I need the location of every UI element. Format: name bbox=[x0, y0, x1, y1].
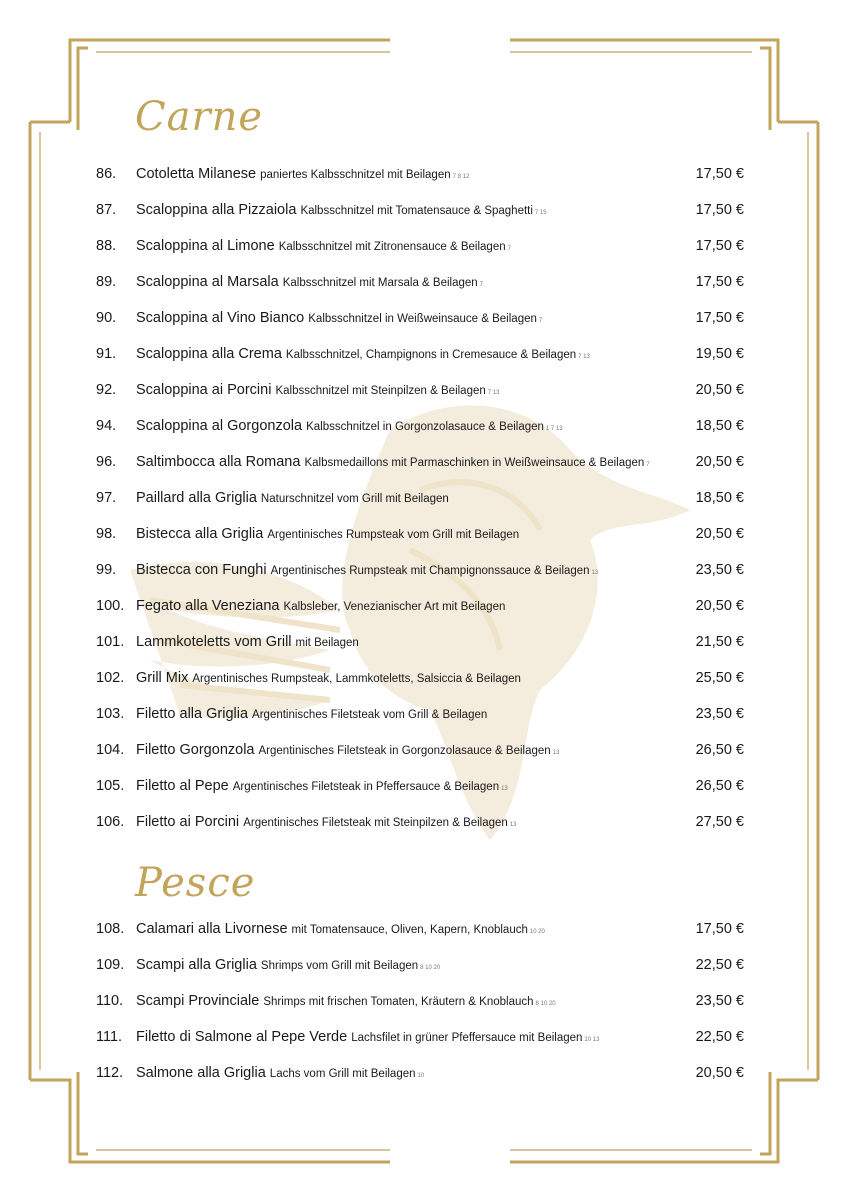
menu-item-price: 17,50 € bbox=[695, 310, 744, 326]
dish-name: Scaloppina al Vino Bianco bbox=[136, 310, 305, 326]
menu-item-price: 17,50 € bbox=[695, 166, 744, 182]
menu-item-text bbox=[136, 162, 469, 189]
menu-item-price: 26,50 € bbox=[695, 742, 744, 758]
menu-item-number: 90. bbox=[96, 310, 117, 326]
menu-item-text bbox=[136, 558, 598, 585]
section-title-carne: Carne bbox=[135, 94, 264, 140]
menu-item-price: 27,50 € bbox=[695, 814, 744, 830]
dish-description: Lachsfilet in grüner Pfeffersauce mit Beilagen bbox=[351, 1032, 583, 1044]
menu-item-number: 104. bbox=[96, 742, 125, 758]
menu-item-text bbox=[136, 450, 650, 477]
dish-name: Scaloppina al Gorgonzola bbox=[136, 418, 303, 434]
menu-item-text bbox=[136, 738, 559, 765]
dish-description: Kalbsschnitzel in Gorgonzolasauce & Beilagen bbox=[306, 421, 544, 433]
menu-item-number: 106. bbox=[96, 814, 125, 830]
dish-name: Scaloppina al Limone bbox=[136, 238, 275, 254]
dish-description: Argentinisches Rumpsteak mit Champignonssauce & Beilagen bbox=[270, 565, 590, 577]
dish-description: Naturschnitzel vom Grill mit Beilagen bbox=[260, 493, 449, 505]
menu-item bbox=[96, 594, 744, 630]
menu-item-number: 108. bbox=[96, 921, 125, 937]
menu-item-number: 112. bbox=[96, 1065, 124, 1081]
dish-name: Bistecca con Funghi bbox=[136, 562, 267, 578]
menu-item-text bbox=[136, 666, 523, 693]
allergen-codes: 13 bbox=[552, 750, 560, 756]
menu-item-price: 17,50 € bbox=[695, 274, 744, 290]
menu-item-price: 20,50 € bbox=[695, 454, 744, 470]
menu-item-text bbox=[136, 810, 517, 837]
dish-name: Filetto al Pepe bbox=[136, 778, 229, 794]
allergen-codes: 7 bbox=[538, 318, 543, 324]
dish-name: Salmone alla Griglia bbox=[136, 1065, 266, 1081]
menu-item-number: 97. bbox=[96, 490, 117, 506]
menu-item-number: 100. bbox=[96, 598, 125, 614]
menu-item bbox=[96, 917, 744, 953]
menu-item bbox=[96, 1025, 744, 1061]
menu-item bbox=[96, 198, 744, 234]
menu-item-number: 105. bbox=[96, 778, 125, 794]
menu-item bbox=[96, 450, 744, 486]
allergen-codes: 13 bbox=[591, 570, 599, 576]
dish-description: paniertes Kalbsschnitzel mit Beilagen bbox=[260, 169, 451, 181]
menu-item-price: 23,50 € bbox=[695, 562, 744, 578]
menu-item bbox=[96, 306, 744, 342]
menu-item-text bbox=[136, 378, 499, 405]
menu-item-price: 17,50 € bbox=[695, 238, 744, 254]
dish-description: Argentinisches Filetsteak vom Grill & Beilagen bbox=[252, 709, 488, 721]
menu-item-number: 101. bbox=[96, 634, 125, 650]
allergen-codes: 10 20 bbox=[529, 929, 545, 935]
menu-item-text bbox=[136, 198, 547, 225]
dish-name: Grill Mix bbox=[136, 670, 189, 686]
allergen-codes: 1 7 13 bbox=[545, 426, 563, 432]
dish-description: mit Beilagen bbox=[295, 637, 359, 649]
menu-item-text bbox=[136, 1025, 599, 1052]
menu-list-pesce bbox=[96, 917, 744, 1097]
menu-item bbox=[96, 414, 744, 450]
menu-item-number: 111. bbox=[96, 1029, 123, 1045]
dish-description: Argentinisches Filetsteak in Gorgonzolasauce & Beilagen bbox=[258, 745, 551, 757]
dish-description: Shrimps mit frischen Tomaten, Kräutern & Knoblauch bbox=[263, 996, 534, 1008]
menu-item-number: 103. bbox=[96, 706, 125, 722]
menu-item-price: 23,50 € bbox=[695, 993, 744, 1009]
dish-name: Bistecca alla Griglia bbox=[136, 526, 264, 542]
menu-item-text bbox=[136, 306, 542, 333]
menu-item-text bbox=[136, 486, 451, 513]
menu-item-number: 99. bbox=[96, 562, 117, 578]
menu-item-price: 20,50 € bbox=[695, 526, 744, 542]
menu-item bbox=[96, 989, 744, 1025]
dish-description: Kalbsschnitzel mit Steinpilzen & Beilagen bbox=[275, 385, 486, 397]
dish-description: Kalbsmedaillons mit Parmaschinken in Weißweinsauce & Beilagen bbox=[304, 457, 645, 469]
allergen-codes: 7 bbox=[479, 282, 483, 288]
menu-item bbox=[96, 630, 744, 666]
menu-item-price: 22,50 € bbox=[695, 1029, 744, 1045]
menu-item-number: 109. bbox=[96, 957, 125, 973]
menu-item bbox=[96, 378, 744, 414]
allergen-codes: 8 10 20 bbox=[535, 1001, 556, 1007]
dish-description: Argentinisches Filetsteak mit Steinpilzen & Beilagen bbox=[243, 817, 508, 829]
menu-item-number: 89. bbox=[96, 274, 117, 290]
allergen-codes: 10 13 bbox=[584, 1037, 600, 1043]
allergen-codes: 7 15 bbox=[534, 210, 547, 216]
menu-item-text bbox=[136, 234, 511, 261]
dish-description: Lachs vom Grill mit Beilagen bbox=[269, 1068, 416, 1080]
menu-item-price: 18,50 € bbox=[695, 418, 744, 434]
menu-item-text bbox=[136, 917, 545, 944]
dish-description: Shrimps vom Grill mit Beilagen bbox=[260, 960, 419, 972]
allergen-codes: 7 13 bbox=[578, 354, 590, 360]
menu-item-number: 88. bbox=[96, 238, 117, 254]
dish-name: Calamari alla Livornese bbox=[136, 921, 288, 937]
dish-description: Argentinisches Rumpsteak, Lammkoteletts, Salsiccia & Beilagen bbox=[192, 673, 521, 685]
menu-item-price: 22,50 € bbox=[695, 957, 744, 973]
menu-list-carne bbox=[96, 162, 744, 846]
menu-item-price: 18,50 € bbox=[695, 490, 744, 506]
allergen-codes: 7 bbox=[646, 462, 650, 468]
allergen-codes: 13 bbox=[501, 786, 508, 792]
dish-description: Kalbsschnitzel in Weißweinsauce & Beilagen bbox=[308, 313, 537, 325]
dish-name: Filetto alla Griglia bbox=[136, 706, 249, 722]
menu-item-text bbox=[136, 989, 556, 1016]
menu-item-text bbox=[136, 522, 521, 549]
menu-item-text bbox=[136, 594, 507, 621]
menu-item bbox=[96, 162, 744, 198]
menu-item-text bbox=[136, 630, 361, 657]
menu-item bbox=[96, 270, 744, 306]
dish-name: Filetto ai Porcini bbox=[136, 814, 240, 830]
allergen-codes: 13 bbox=[509, 822, 517, 828]
dish-name: Scaloppina alla Pizzaiola bbox=[136, 202, 297, 218]
menu-item-price: 23,50 € bbox=[695, 706, 744, 722]
menu-item bbox=[96, 953, 744, 989]
menu-item-number: 102. bbox=[96, 670, 125, 686]
menu-item bbox=[96, 342, 744, 378]
menu-item bbox=[96, 702, 744, 738]
dish-name: Scaloppina ai Porcini bbox=[136, 382, 272, 398]
menu-item-number: 94. bbox=[96, 418, 117, 434]
allergen-codes: 10 bbox=[417, 1073, 425, 1079]
dish-name: Paillard alla Griglia bbox=[136, 490, 257, 506]
menu-item bbox=[96, 738, 744, 774]
dish-description: Kalbsschnitzel mit Tomatensauce & Spaghetti bbox=[300, 205, 533, 217]
menu-item-price: 26,50 € bbox=[695, 778, 744, 794]
menu-item-price: 25,50 € bbox=[695, 670, 744, 686]
dish-description: mit Tomatensauce, Oliven, Kapern, Knoblauch bbox=[291, 924, 528, 936]
dish-name: Scaloppina alla Crema bbox=[136, 346, 282, 362]
menu-item bbox=[96, 522, 744, 558]
menu-item-number: 110. bbox=[96, 993, 124, 1009]
menu-item-number: 91. bbox=[96, 346, 117, 362]
menu-item-price: 19,50 € bbox=[695, 346, 744, 362]
menu-item-number: 87. bbox=[96, 202, 117, 218]
menu-item-price: 17,50 € bbox=[695, 202, 744, 218]
menu-item-number: 96. bbox=[96, 454, 117, 470]
menu-item-number: 92. bbox=[96, 382, 117, 398]
menu-item-price: 20,50 € bbox=[695, 1065, 744, 1081]
dish-description: Argentinisches Filetsteak in Pfeffersauce & Beilagen bbox=[232, 781, 500, 793]
allergen-codes: 7 bbox=[507, 246, 511, 252]
menu-item bbox=[96, 234, 744, 270]
menu-item bbox=[96, 774, 744, 810]
dish-description: Kalbsleber, Venezianischer Art mit Beilagen bbox=[283, 601, 506, 613]
menu-item bbox=[96, 486, 744, 522]
menu-item-price: 20,50 € bbox=[695, 598, 744, 614]
dish-name: Fegato alla Veneziana bbox=[136, 598, 280, 614]
menu-item-price: 20,50 € bbox=[695, 382, 744, 398]
dish-name: Lammkoteletts vom Grill bbox=[136, 634, 292, 650]
menu-item-text bbox=[136, 953, 440, 980]
menu-item-price: 17,50 € bbox=[695, 921, 744, 937]
dish-name: Scampi alla Griglia bbox=[136, 957, 257, 973]
menu-item-text bbox=[136, 342, 590, 369]
allergen-codes: 7 13 bbox=[487, 390, 500, 396]
dish-name: Saltimbocca alla Romana bbox=[136, 454, 301, 470]
dish-name: Scaloppina al Marsala bbox=[136, 274, 279, 290]
dish-description: Kalbsschnitzel mit Marsala & Beilagen bbox=[282, 277, 478, 289]
menu-item-text bbox=[136, 774, 508, 801]
dish-description: Kalbsschnitzel mit Zitronensauce & Beilagen bbox=[278, 241, 506, 253]
dish-name: Scampi Provinciale bbox=[136, 993, 260, 1009]
menu-item-number: 86. bbox=[96, 166, 117, 182]
menu-item bbox=[96, 558, 744, 594]
dish-description: Kalbsschnitzel, Champignons in Cremesauce & Beilagen bbox=[285, 349, 577, 361]
menu-item-number: 98. bbox=[96, 526, 117, 542]
allergen-codes: 7 8 12 bbox=[452, 174, 470, 180]
menu-item-text bbox=[136, 702, 489, 729]
menu-item bbox=[96, 810, 744, 846]
menu-item bbox=[96, 1061, 744, 1097]
dish-name: Cotoletta Milanese bbox=[136, 166, 257, 182]
dish-name: Filetto Gorgonzola bbox=[136, 742, 255, 758]
menu-item-text bbox=[136, 270, 483, 297]
menu-item-text bbox=[136, 1061, 424, 1088]
menu-item bbox=[96, 666, 744, 702]
dish-description: Argentinisches Rumpsteak vom Grill mit Beilagen bbox=[267, 529, 520, 541]
menu-item-text bbox=[136, 414, 563, 441]
section-title-pesce: Pesce bbox=[135, 860, 256, 906]
allergen-codes: 8 10 20 bbox=[420, 965, 441, 971]
dish-name: Filetto di Salmone al Pepe Verde bbox=[136, 1029, 348, 1045]
menu-item-price: 21,50 € bbox=[695, 634, 744, 650]
